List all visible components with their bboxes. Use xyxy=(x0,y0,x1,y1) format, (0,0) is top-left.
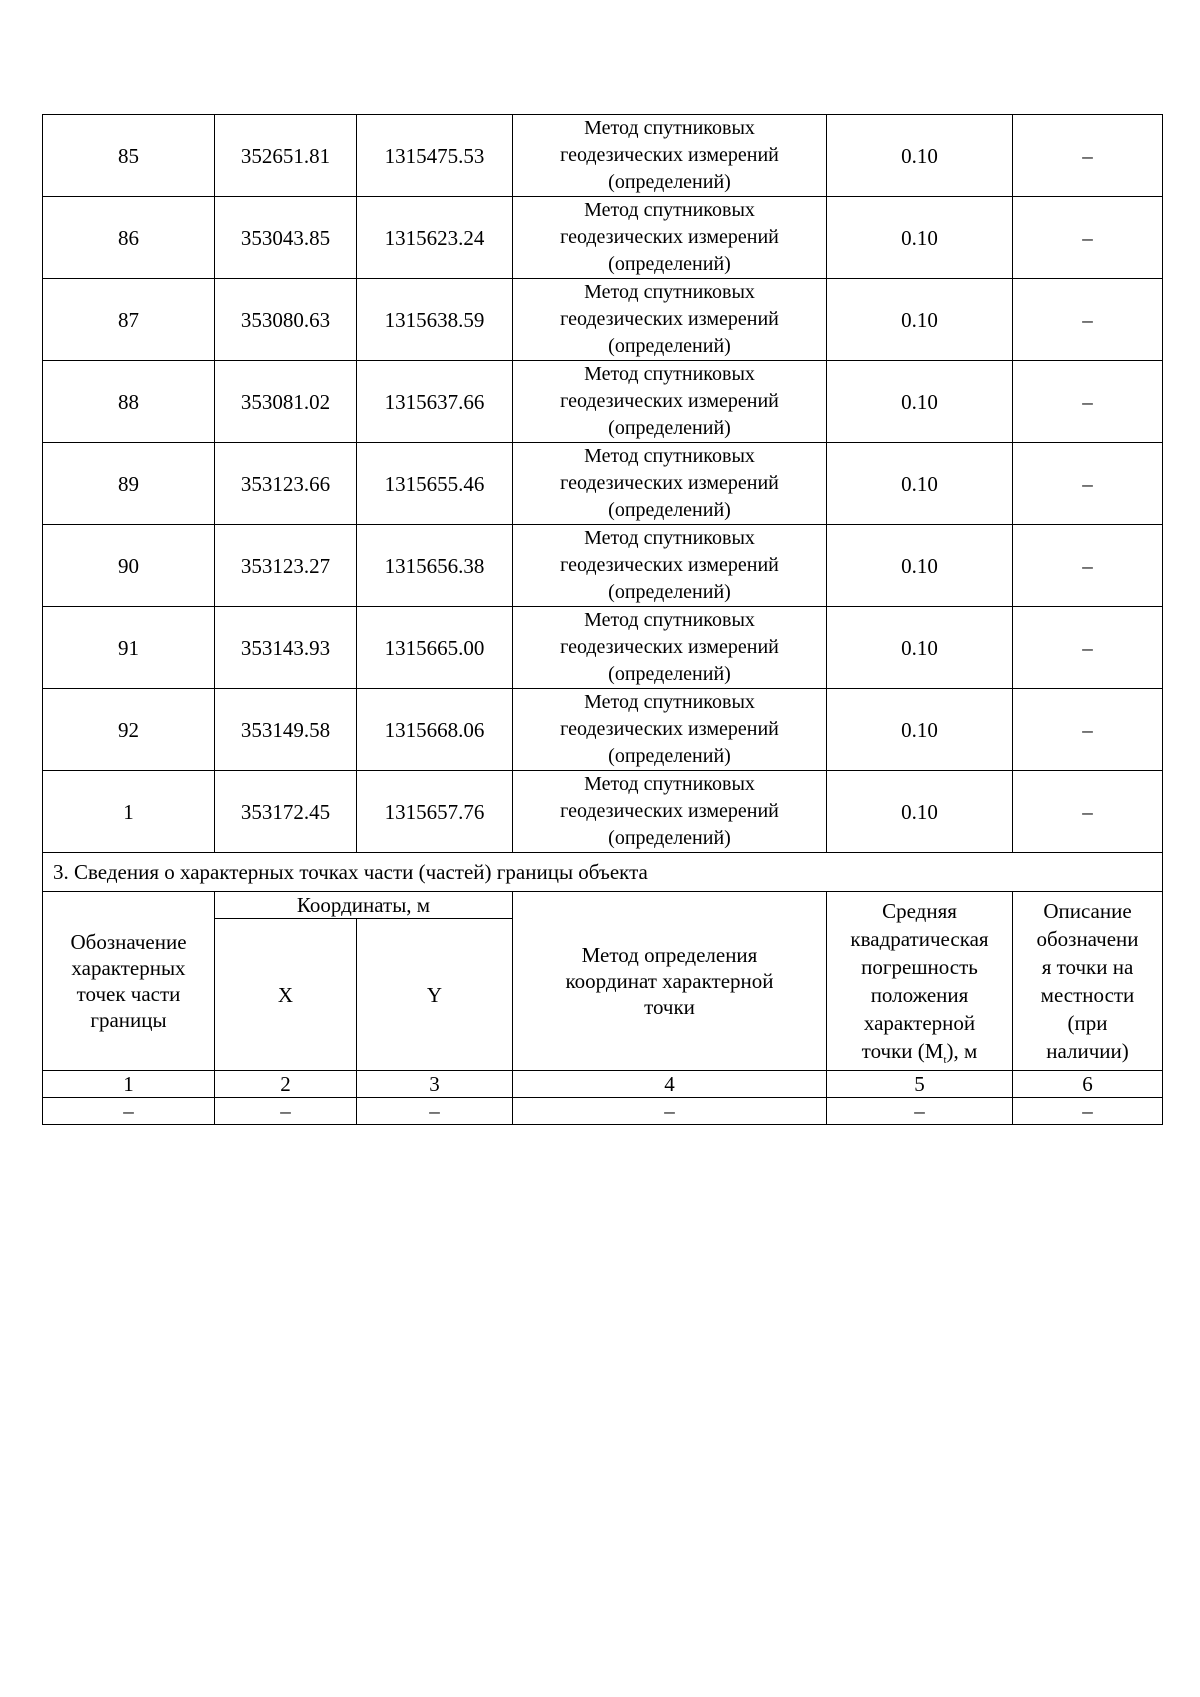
section-3-title: 3. Сведения о характерных точках части (частей) границы объекта xyxy=(43,853,1163,892)
method-line: Метод спутниковых xyxy=(584,199,755,221)
column-number: 3 xyxy=(357,1071,513,1098)
description-cell: – xyxy=(1013,443,1163,525)
y-coordinate-cell: 1315665.00 xyxy=(357,607,513,689)
table-row xyxy=(43,115,1163,197)
method-cell xyxy=(513,771,827,853)
table-row xyxy=(43,771,1163,853)
empty-cell: – xyxy=(1013,1098,1163,1125)
method-cell xyxy=(513,279,827,361)
x-coordinate-cell: 352651.81 xyxy=(215,115,357,197)
description-cell: – xyxy=(1013,771,1163,853)
method-line: геодезических измерений xyxy=(560,144,779,166)
boundary-points-table xyxy=(42,114,1163,1125)
y-coordinate-cell: 1315655.46 xyxy=(357,443,513,525)
method-line: Метод спутниковых xyxy=(584,117,755,139)
point-id-cell: 85 xyxy=(43,115,215,197)
method-line: Метод спутниковых xyxy=(584,445,755,467)
x-coordinate-cell: 353080.63 xyxy=(215,279,357,361)
accuracy-cell: 0.10 xyxy=(827,115,1013,197)
accuracy-header: Средняя квадратическая погрешность положения характерной точки $(M_t)$, м xyxy=(827,892,1013,1071)
method-line: геодезических измерений xyxy=(560,554,779,576)
table-row xyxy=(43,607,1163,689)
empty-cell: – xyxy=(43,1098,215,1125)
method-line: (определений) xyxy=(608,417,731,439)
x-coordinate-cell: 353043.85 xyxy=(215,197,357,279)
method-line: геодезических измерений xyxy=(560,718,779,740)
method-line: Метод спутниковых xyxy=(584,363,755,385)
empty-cell: – xyxy=(357,1098,513,1125)
empty-cell: – xyxy=(513,1098,827,1125)
method-cell xyxy=(513,607,827,689)
x-coordinate-cell: 353172.45 xyxy=(215,771,357,853)
empty-cell: – xyxy=(827,1098,1013,1125)
empty-cell: – xyxy=(215,1098,357,1125)
column-number: 1 xyxy=(43,1071,215,1098)
point-id-cell: 89 xyxy=(43,443,215,525)
column-numbers-row xyxy=(43,1071,1163,1098)
method-line: геодезических измерений xyxy=(560,636,779,658)
method-line: Метод спутниковых xyxy=(584,773,755,795)
accuracy-cell: 0.10 xyxy=(827,689,1013,771)
method-line: Метод спутниковых xyxy=(584,609,755,631)
table-row xyxy=(43,443,1163,525)
y-coordinate-cell: 1315638.59 xyxy=(357,279,513,361)
x-coordinate-cell: 353143.93 xyxy=(215,607,357,689)
point-id-cell: 88 xyxy=(43,361,215,443)
point-id-cell: 90 xyxy=(43,525,215,607)
method-line: (определений) xyxy=(608,253,731,275)
method-line: (определений) xyxy=(608,499,731,521)
method-line: геодезических измерений xyxy=(560,308,779,330)
y-coordinate-cell: 1315475.53 xyxy=(357,115,513,197)
accuracy-cell: 0.10 xyxy=(827,607,1013,689)
description-cell: – xyxy=(1013,525,1163,607)
description-header: Описание обозначени я точки на местности (при наличии) xyxy=(1013,892,1163,1071)
points-table-body xyxy=(43,115,1163,853)
method-line: геодезических измерений xyxy=(560,472,779,494)
empty-row xyxy=(43,1098,1163,1125)
method-line: (определений) xyxy=(608,745,731,767)
point-id-cell: 92 xyxy=(43,689,215,771)
y-coordinate-cell: 1315623.24 xyxy=(357,197,513,279)
table-row xyxy=(43,279,1163,361)
method-cell xyxy=(513,361,827,443)
method-line: Метод спутниковых xyxy=(584,281,755,303)
section-3 xyxy=(43,853,1163,1125)
x-header: X xyxy=(215,919,357,1071)
column-number: 5 xyxy=(827,1071,1013,1098)
method-line: (определений) xyxy=(608,663,731,685)
description-cell: – xyxy=(1013,279,1163,361)
method-header: Метод определения координат характерной точки xyxy=(513,892,827,1071)
point-id-cell: 1 xyxy=(43,771,215,853)
method-line: (определений) xyxy=(608,827,731,849)
x-coordinate-cell: 353081.02 xyxy=(215,361,357,443)
accuracy-cell: 0.10 xyxy=(827,197,1013,279)
method-cell xyxy=(513,115,827,197)
table-row xyxy=(43,689,1163,771)
y-header: Y xyxy=(357,919,513,1071)
method-cell xyxy=(513,689,827,771)
point-id-cell: 86 xyxy=(43,197,215,279)
method-line: геодезических измерений xyxy=(560,390,779,412)
column-number: 2 xyxy=(215,1071,357,1098)
method-line: Метод спутниковых xyxy=(584,691,755,713)
table-row xyxy=(43,525,1163,607)
accuracy-cell: 0.10 xyxy=(827,525,1013,607)
point-id-cell: 87 xyxy=(43,279,215,361)
method-line: Метод спутниковых xyxy=(584,527,755,549)
col-designation-header: Обозначение характерных точек части границы xyxy=(43,892,215,1071)
accuracy-cell: 0.10 xyxy=(827,443,1013,525)
description-cell: – xyxy=(1013,197,1163,279)
column-number: 4 xyxy=(513,1071,827,1098)
method-cell xyxy=(513,197,827,279)
y-coordinate-cell: 1315656.38 xyxy=(357,525,513,607)
column-number: 6 xyxy=(1013,1071,1163,1098)
method-line: (определений) xyxy=(608,171,731,193)
accuracy-cell: 0.10 xyxy=(827,771,1013,853)
description-cell: – xyxy=(1013,361,1163,443)
table-row xyxy=(43,197,1163,279)
x-coordinate-cell: 353149.58 xyxy=(215,689,357,771)
x-coordinate-cell: 353123.27 xyxy=(215,525,357,607)
accuracy-cell: 0.10 xyxy=(827,279,1013,361)
method-cell xyxy=(513,443,827,525)
method-line: геодезических измерений xyxy=(560,226,779,248)
method-line: (определений) xyxy=(608,335,731,357)
coordinates-header: Координаты, м xyxy=(215,892,513,919)
accuracy-cell: 0.10 xyxy=(827,361,1013,443)
point-id-cell: 91 xyxy=(43,607,215,689)
description-cell: – xyxy=(1013,607,1163,689)
y-coordinate-cell: 1315637.66 xyxy=(357,361,513,443)
method-cell xyxy=(513,525,827,607)
method-line: (определений) xyxy=(608,581,731,603)
y-coordinate-cell: 1315657.76 xyxy=(357,771,513,853)
x-coordinate-cell: 353123.66 xyxy=(215,443,357,525)
y-coordinate-cell: 1315668.06 xyxy=(357,689,513,771)
method-line: геодезических измерений xyxy=(560,800,779,822)
description-cell: – xyxy=(1013,689,1163,771)
table-row xyxy=(43,361,1163,443)
description-cell: – xyxy=(1013,115,1163,197)
boundary-points-sheet xyxy=(42,114,1162,1125)
